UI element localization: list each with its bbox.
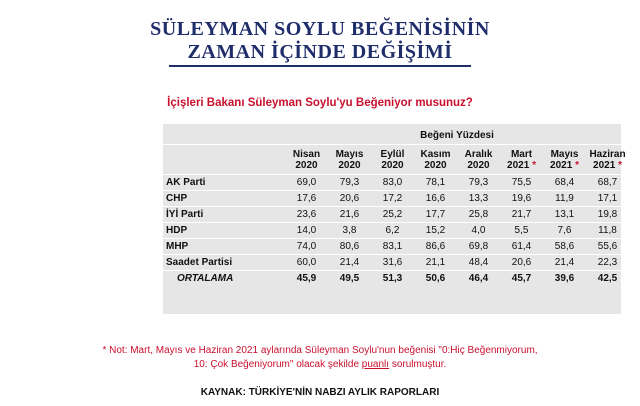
party-name: MHP xyxy=(163,239,285,255)
table-cell: 11,9 xyxy=(543,191,586,207)
table-cell: 21,6 xyxy=(328,207,371,223)
column-header xyxy=(500,145,543,175)
table-cell: 21,4 xyxy=(328,255,371,271)
table-row xyxy=(163,175,629,191)
footnote-line-2-start: 10: Çok Beğeniyorum" olacak şekilde xyxy=(193,359,362,370)
column-month: Kasım xyxy=(420,148,451,160)
table-cell: 31,6 xyxy=(371,255,414,271)
group-header: Beğeni Yüzdesi xyxy=(285,126,629,145)
table-body xyxy=(163,175,629,287)
column-header-row xyxy=(163,145,629,175)
footnote-star: * xyxy=(575,159,579,171)
row-label-header xyxy=(163,145,285,175)
table-cell: 79,3 xyxy=(457,175,500,191)
column-month: Haziran xyxy=(589,148,626,160)
table-cell: 68,4 xyxy=(543,175,586,191)
approval-table xyxy=(163,126,629,286)
footnote-line-2 xyxy=(0,358,640,372)
average-value: 46,4 xyxy=(468,273,489,284)
table-cell: 16,6 xyxy=(414,191,457,207)
table-cell: 79,3 xyxy=(328,175,371,191)
table-cell: 17,7 xyxy=(414,207,457,223)
source-caption: KAYNAK: TÜRKİYE'NİN NABZI AYLIK RAPORLARI xyxy=(200,387,440,398)
table-cell: 60,0 xyxy=(285,255,328,271)
table-cell: 13,1 xyxy=(543,207,586,223)
table-cell: 15,2 xyxy=(414,223,457,239)
footnote-line-1: * Not: Mart, Mayıs ve Haziran 2021 aylarında Süleyman Soylu'nun beğenisi "0:Hiç Beğenmiyorum, xyxy=(102,345,538,356)
table-cell: 20,6 xyxy=(500,255,543,271)
table-cell: 20,6 xyxy=(328,191,371,207)
average-value: 45,9 xyxy=(296,273,317,284)
column-header xyxy=(371,145,414,175)
table-cell: 14,0 xyxy=(285,223,328,239)
column-year-text: 2020 xyxy=(467,159,490,171)
table-cell: 58,6 xyxy=(543,239,586,255)
table-row xyxy=(163,255,629,271)
party-name: HDP xyxy=(163,223,285,239)
table-cell: 19,6 xyxy=(500,191,543,207)
table-cell: 48,4 xyxy=(457,255,500,271)
table-cell: 86,6 xyxy=(414,239,457,255)
table-corner xyxy=(163,126,285,145)
table-cell: 17,2 xyxy=(371,191,414,207)
table-cell: 80,6 xyxy=(328,239,371,255)
average-value: 45,7 xyxy=(511,273,532,284)
column-month: Mart xyxy=(510,148,533,160)
table-cell: 21,7 xyxy=(500,207,543,223)
table-cell: 7,6 xyxy=(543,223,586,239)
column-year xyxy=(371,160,414,171)
column-month: Nisan xyxy=(292,148,321,160)
footnote-star: * xyxy=(532,159,536,171)
table-cell: 78,1 xyxy=(414,175,457,191)
column-header xyxy=(457,145,500,175)
average-row xyxy=(163,271,629,287)
survey-question: İçişleri Bakanı Süleyman Soylu'yu Beğeniyor musunuz? xyxy=(167,97,473,109)
table-cell: 19,8 xyxy=(586,207,629,223)
table-row xyxy=(163,207,629,223)
column-year-text: 2020 xyxy=(381,159,404,171)
table-cell: 68,7 xyxy=(586,175,629,191)
column-month: Aralık xyxy=(464,148,493,160)
table-cell: 83,1 xyxy=(371,239,414,255)
column-year-text: 2020 xyxy=(295,159,318,171)
column-year-text: 2020 xyxy=(424,159,447,171)
table-cell: 83,0 xyxy=(371,175,414,191)
average-label: ORTALAMA xyxy=(177,273,234,284)
table-cell: 55,6 xyxy=(586,239,629,255)
footnote-underlined-word: puanlı xyxy=(361,359,390,370)
table-cell: 17,1 xyxy=(586,191,629,207)
table-cell: 4,0 xyxy=(457,223,500,239)
column-header xyxy=(328,145,371,175)
column-year xyxy=(500,160,543,171)
average-value: 39,6 xyxy=(554,273,575,284)
footnote xyxy=(0,344,640,372)
party-name: Saadet Partisi xyxy=(163,255,285,271)
title-underline xyxy=(169,65,471,67)
column-header xyxy=(543,145,586,175)
table-cell: 6,2 xyxy=(371,223,414,239)
column-month: Eylül xyxy=(380,148,405,160)
table-cell: 74,0 xyxy=(285,239,328,255)
column-year xyxy=(285,160,328,171)
average-value: 51,3 xyxy=(382,273,403,284)
table-cell: 25,8 xyxy=(457,207,500,223)
column-year xyxy=(414,160,457,171)
table-cell: 21,4 xyxy=(543,255,586,271)
table-cell: 61,4 xyxy=(500,239,543,255)
party-name: İYİ Parti xyxy=(163,207,285,223)
column-header xyxy=(414,145,457,175)
table-cell: 3,8 xyxy=(328,223,371,239)
title-line-1: SÜLEYMAN SOYLU BEĞENİSİNİN xyxy=(150,18,490,40)
table-cell: 17,6 xyxy=(285,191,328,207)
page-title xyxy=(0,18,640,67)
average-value: 42,5 xyxy=(597,273,618,284)
average-value: 50,6 xyxy=(425,273,446,284)
column-year xyxy=(586,160,629,171)
column-year xyxy=(328,160,371,171)
table-row xyxy=(163,239,629,255)
column-year xyxy=(457,160,500,171)
footnote-star: * xyxy=(618,159,622,171)
column-year-text: 2021 xyxy=(550,159,573,171)
column-year-text: 2021 xyxy=(507,159,530,171)
average-value: 49,5 xyxy=(339,273,360,284)
table-cell: 69,0 xyxy=(285,175,328,191)
table-row xyxy=(163,191,629,207)
footnote-line-2-end: sorulmuştur. xyxy=(389,359,447,370)
title-line-2: ZAMAN İÇİNDE DEĞİŞİMİ xyxy=(187,41,453,63)
table-cell: 13,3 xyxy=(457,191,500,207)
column-year-text: 2021 xyxy=(593,159,616,171)
column-year xyxy=(543,160,586,171)
column-month: Mayıs xyxy=(335,148,364,160)
table-cell: 5,5 xyxy=(500,223,543,239)
column-month: Mayıs xyxy=(550,148,579,160)
table-cell: 25,2 xyxy=(371,207,414,223)
table-cell: 75,5 xyxy=(500,175,543,191)
table-cell: 21,1 xyxy=(414,255,457,271)
party-name: AK Parti xyxy=(163,175,285,191)
table-cell: 23,6 xyxy=(285,207,328,223)
table-cell: 22,3 xyxy=(586,255,629,271)
table-cell: 69,8 xyxy=(457,239,500,255)
table-cell: 11,8 xyxy=(586,223,629,239)
column-year-text: 2020 xyxy=(338,159,361,171)
column-header xyxy=(586,145,629,175)
column-header xyxy=(285,145,328,175)
table-row xyxy=(163,223,629,239)
party-name: CHP xyxy=(163,191,285,207)
